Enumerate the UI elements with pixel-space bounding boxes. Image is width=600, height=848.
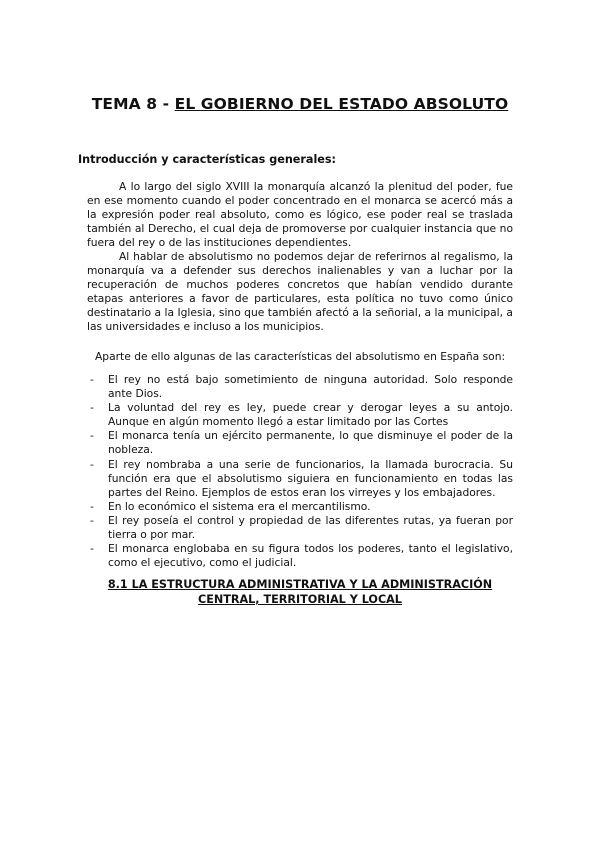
bullet-dash: - (90, 429, 94, 443)
intro-paragraph-3: Aparte de ello algunas de las características del absolutismo en España son: (95, 350, 506, 363)
bullet-dash: - (90, 401, 94, 415)
list-item-text: El monarca englobaba en su figura todos los poderes, tanto el legislativo, como el ejecutivo, como el judicial. (108, 542, 513, 570)
bullet-dash: - (90, 542, 94, 556)
list-item-text: El rey nombraba a una serie de funcionarios, la llamada burocracia. Su función era que el absolutismo siguiera en funcionamiento en todas las partes del Reino. Ejemplos de estos eran los virreyes y los embajadores. (108, 457, 513, 499)
intro-paragraph-1: A lo largo del siglo XVIII la monarquía alcanzó la plenitud del poder, fue en ese momento cuando el poder concentrado en el monarca se acercó más a la expresión poder real absoluto, como es lógico, ese poder real se traslada también al Derecho, el cual deja de promoverse por cualquier instancia que no fuera del rey o de las instituciones dependientes. (87, 180, 513, 250)
list-item-text: En lo económico el sistema era el mercantilismo. (108, 499, 371, 513)
list-item-text: El rey no está bajo sometimiento de ninguna autoridad. Solo responde ante Dios. (108, 373, 513, 401)
list-item (87, 429, 513, 457)
section-heading-line-2: CENTRAL, TERRITORIAL Y LOCAL (198, 593, 402, 606)
bullet-dash: - (90, 457, 94, 471)
list-item (87, 514, 513, 542)
section-heading (0, 577, 600, 607)
intro-paragraph-2: Al hablar de absolutismo no podemos dejar de referirnos al regalismo, la monarquía va a defender sus derechos inalienables y van a luchar por la recuperación de muchos poderes concretos que habían vendido durante etapas anteriores a favor de particulares, esta política no tuvo como único destinatario a la Iglesia, sino que también afectó a la señorial, a la municipal, a las universidades e incluso a los municipios. (87, 250, 513, 334)
list-item-text: El rey poseía el control y propiedad de las diferentes rutas, ya fueran por tierra o por mar. (108, 513, 513, 542)
list-item-text: El monarca tenía un ejército permanente, lo que disminuye el poder de la nobleza. (108, 429, 513, 457)
title-subject: EL GOBIERNO DEL ESTADO ABSOLUTO (174, 95, 509, 113)
intro-heading: Introducción y características generales: (78, 153, 336, 166)
list-item (87, 542, 513, 570)
bullet-dash: - (90, 499, 94, 513)
list-item-text: La voluntad del rey es ley, puede crear y derogar leyes a su antojo. Aunque en algún momento llegó a estar limitado por las Cortes (108, 401, 513, 429)
bullet-dash: - (90, 513, 94, 527)
title-prefix: TEMA 8 - (91, 95, 175, 113)
list-item (87, 373, 513, 401)
list-item (87, 401, 513, 429)
page-title (0, 95, 600, 113)
section-heading-line-1: 8.1 LA ESTRUCTURA ADMINISTRATIVA Y LA ADMINISTRACIÓN (107, 578, 493, 591)
list-item (87, 500, 513, 514)
characteristics-list (87, 373, 513, 570)
list-item (87, 458, 513, 500)
bullet-dash: - (90, 373, 94, 386)
